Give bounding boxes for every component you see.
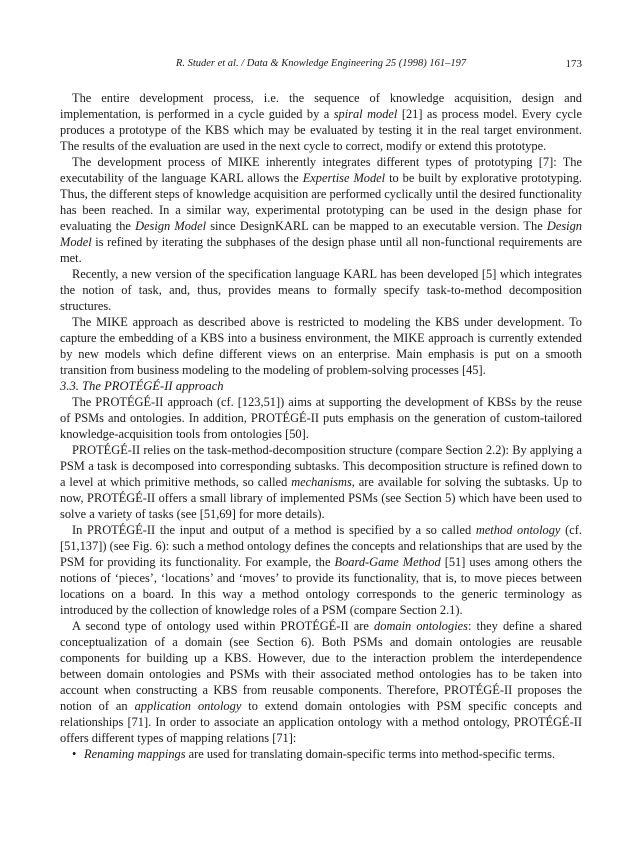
emphasized-term: Renaming mappings [84, 747, 186, 761]
paragraph: A second type of ontology used within PROTÉGÉ-II are domain ontologies: they define a shared conceptualization of a domain (see Section 6). Both PSMs and domain ontologies are reusable components for building up a KBS. However, due to the interaction problem the interdependence between domain ontologies and PSMs with their associated method ontologies has to be taken into account when constructing a KBS from reusable components. Therefore, PROTÉGÉ-II proposes the notion of an application ontology to extend domain ontologies with PSM specific concepts and relationships [71]. In order to associate an application ontology with a method ontology, PROTÉGÉ-II offers different types of mapping relations [71]: [60, 619, 582, 745]
emphasized-term: method ontology [475, 523, 561, 537]
emphasized-term: mechanisms [291, 475, 352, 489]
bullet-item [60, 746, 582, 762]
bullet-text: Renaming mappings are used for translating domain-specific terms into method-specific terms. [84, 747, 556, 761]
paragraph: The PROTÉGÉ-II approach (cf. [123,51]) aims at supporting the development of KBSs by the reuse of PSMs and ontologies. In addition, PROTÉGÉ-II puts emphasis on the generation of custom-tailored knowledge-acquisition tools from ontologies [50]. [60, 395, 582, 441]
emphasized-term: Design Model [135, 219, 207, 233]
paragraph: The entire development process, i.e. the sequence of knowledge acquisition, design and implementation, is performed in a cycle guided by a spiral model [21] as process model. Every cycle produces a prototype of the KBS which may be evaluated by testing it in the real target environment. The results of the evaluation are used in the next cycle to correct, modify or extend this prototype. [60, 91, 582, 153]
emphasized-term: spiral model [333, 107, 398, 121]
section-heading: 3.3. The PROTÉGÉ-II approach [60, 379, 224, 393]
paragraph: PROTÉGÉ-II relies on the task-method-decomposition structure (compare Section 2.2): By applying a PSM a task is decomposed into corresponding subtasks. This decomposition structure is refined down to a level at which primitive methods, so called mechanisms, are available for solving the subtasks. Up to now, PROTÉGÉ-II offers a small library of implemented PSMs (see Section 5) which have been used to solve a variety of tasks (see [51,69] for more details). [60, 443, 582, 521]
paper-page [60, 58, 582, 762]
emphasized-term: Design Model [60, 219, 582, 249]
emphasized-term: Expertise Model [302, 171, 386, 185]
bullet-mark: • [72, 747, 77, 761]
emphasized-term: domain ontologies [374, 619, 468, 633]
page-number: 173 [565, 58, 582, 70]
running-title: R. Studer et al. / Data & Knowledge Engineering 25 (1998) 161–197 [175, 58, 467, 69]
paragraph: In PROTÉGÉ-II the input and output of a method is specified by a so called method ontology (cf. [51,137]) (see Fig. 6): such a method ontology defines the concepts and relationships that are used by the PSM for providing its functionality. For example, the Board-Game Method [51] uses among others the notions of ‘pieces’, ‘locations’ and ‘moves’ to provide its functionality, that is, to move pieces between locations on a board. In this way a method ontology corresponds to the generic terminology as introduced by the collection of knowledge roles of a PSM (compare Section 2.1). [60, 523, 582, 617]
emphasized-term: Board-Game Method [334, 555, 441, 569]
running-header [60, 58, 582, 76]
paragraph: The development process of MIKE inherently integrates different types of prototyping [7]: The executability of the language KARL allows the Expertise Model to be built by explorative prototyping. Thus, the different steps of knowledge acquisition are performed cyclically until the desired functionality has been reached. In a similar way, experimental prototyping can be used in the design phase for evaluating the Design Model since DesignKARL can be mapped to an executable version. The Design Model is refined by iterating the subphases of the design phase until all non-functional requirements are met. [60, 155, 582, 265]
emphasized-term: application ontology [134, 699, 242, 713]
paragraph: Recently, a new version of the specification language KARL has been developed [5] which integrates the notion of task, and, thus, provides means to formally specify task-to-method decomposition structures. [60, 267, 582, 313]
paragraph: The MIKE approach as described above is restricted to modeling the KBS under development. To capture the embedding of a KBS into a business environment, the MIKE approach is currently extended by new models which define different views on an enterprise. Main emphasis is put on a smooth transition from business modeling to the modeling of problem-solving processes [45]. [60, 315, 582, 377]
body-text [60, 90, 582, 762]
